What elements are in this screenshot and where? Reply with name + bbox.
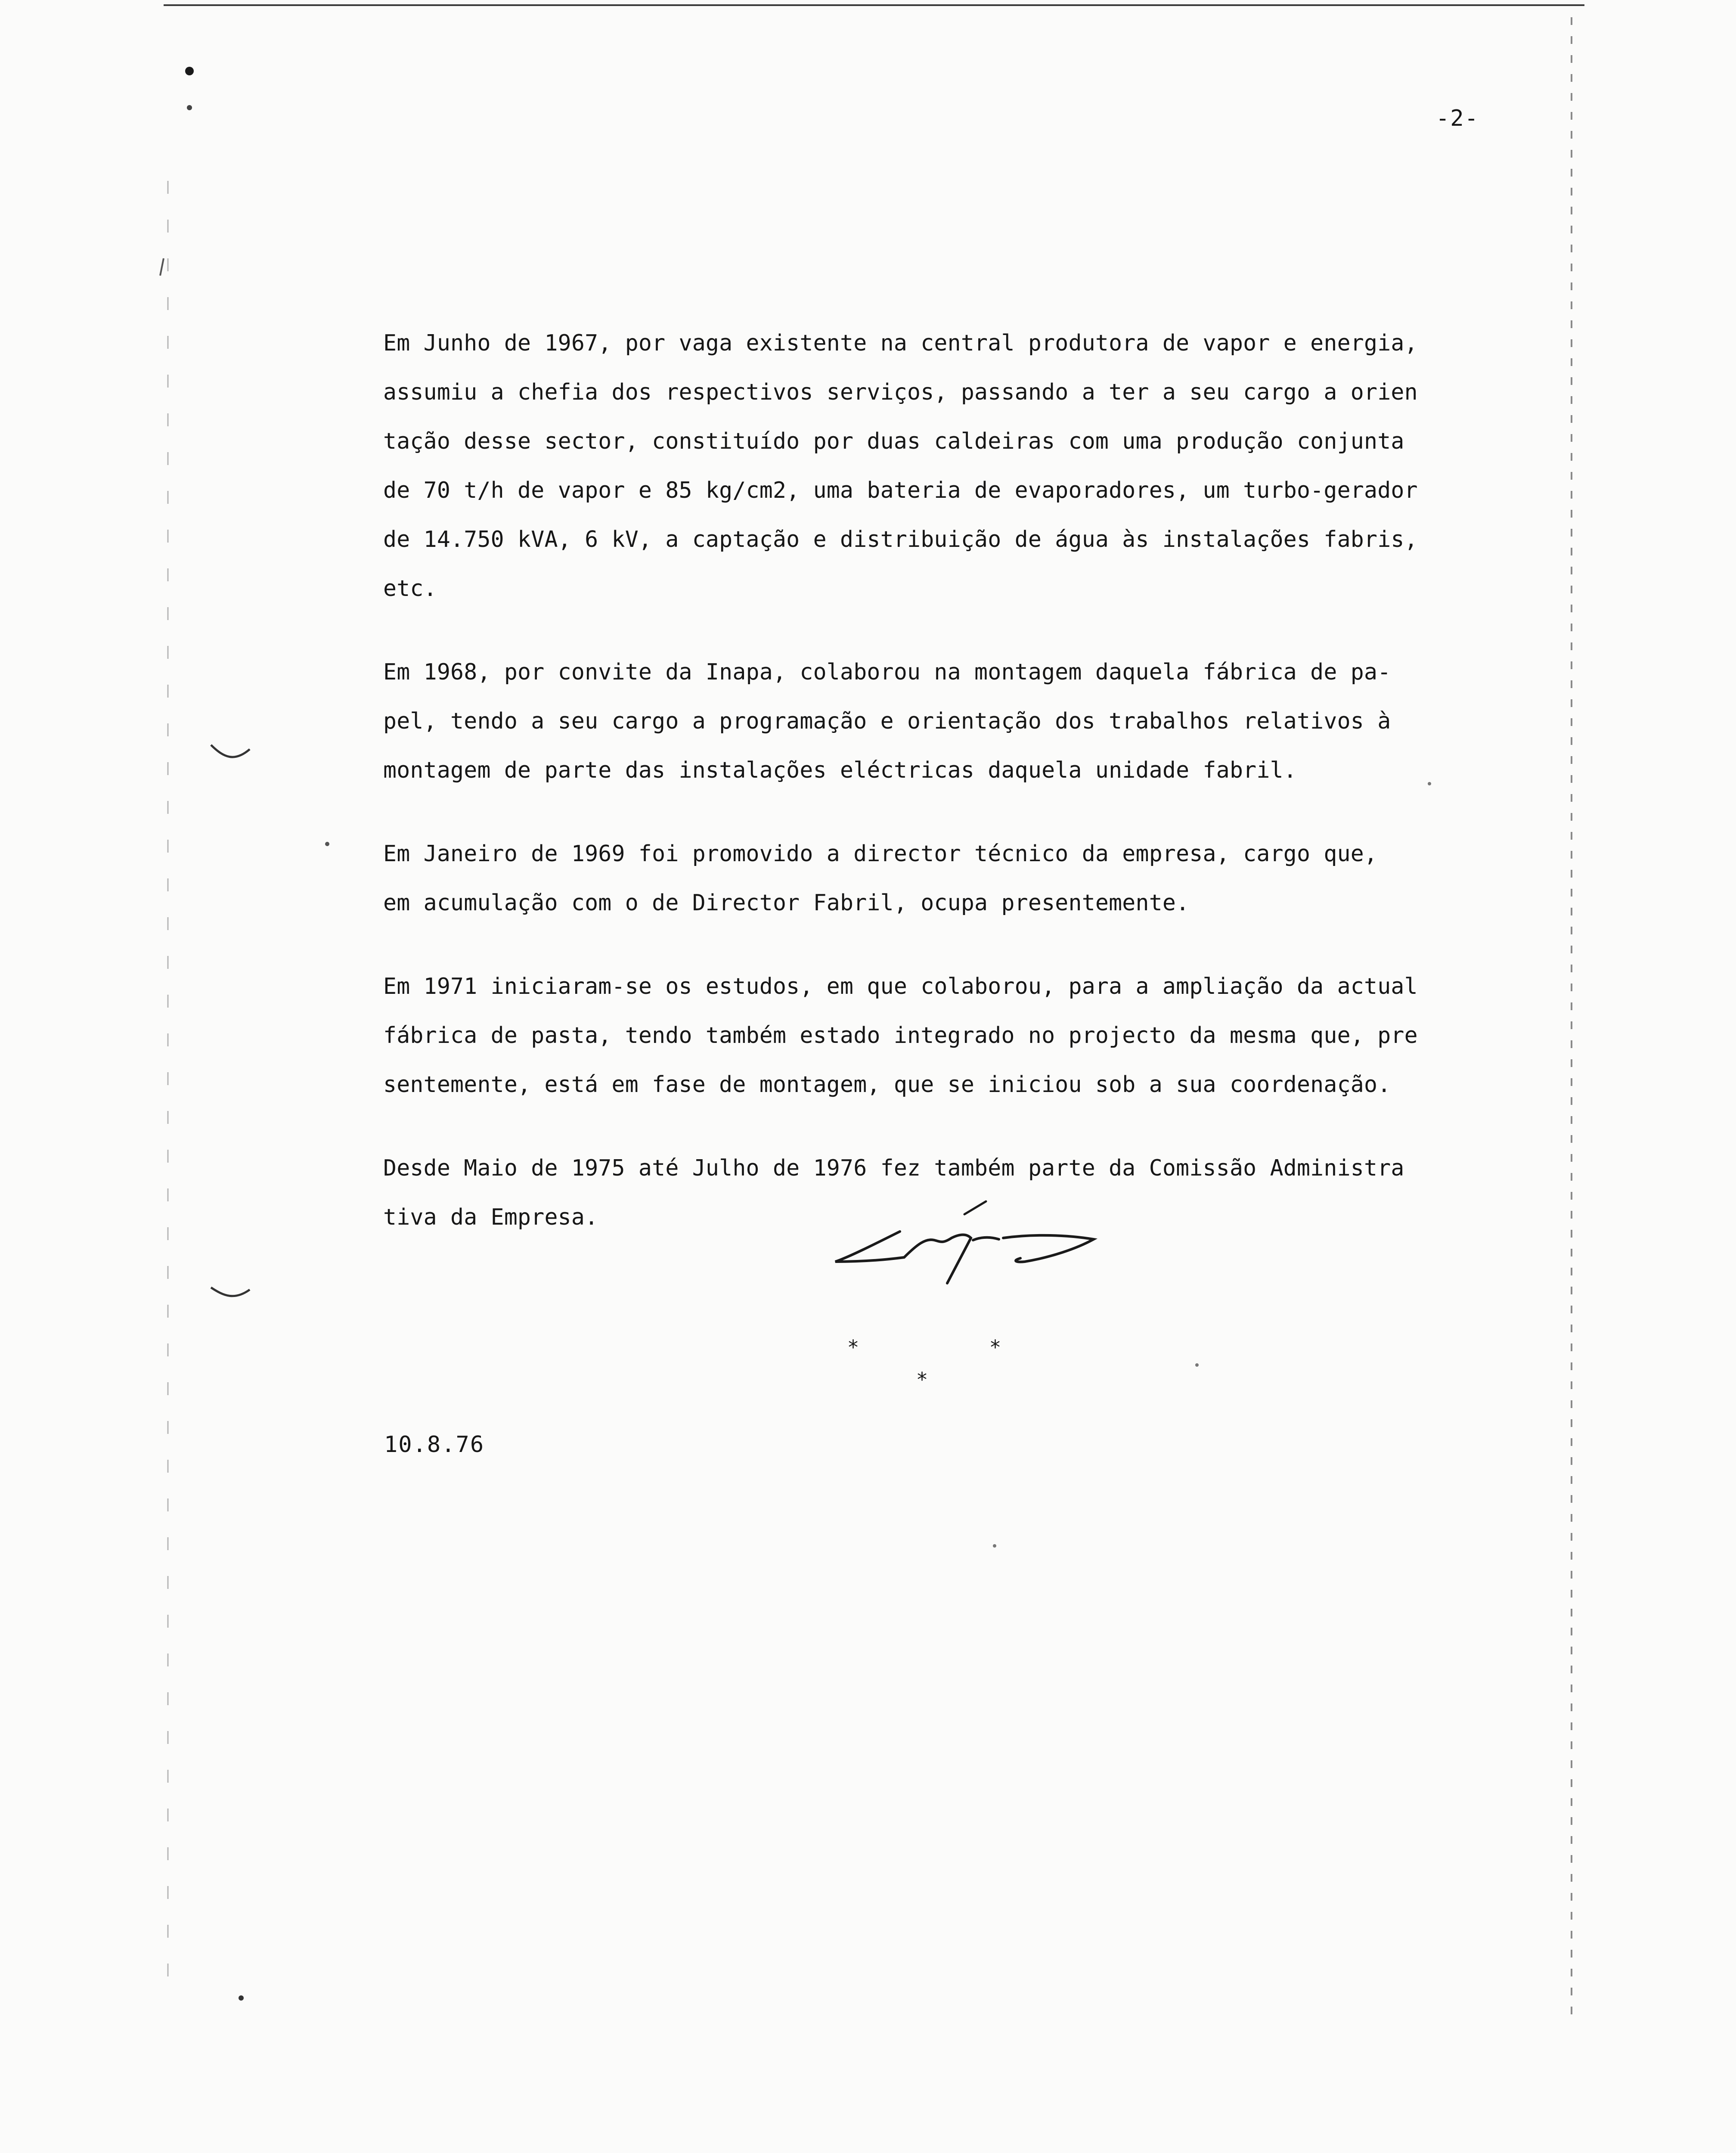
text-line: em acumulação com o de Director Fabril, ocupa presentemente. bbox=[383, 890, 1190, 916]
handwritten-signature bbox=[818, 1197, 1162, 1318]
paragraph-2 bbox=[383, 648, 1546, 795]
asterisk-marks bbox=[835, 1331, 1042, 1399]
page-number: -2- bbox=[1436, 105, 1479, 131]
text-line: Em 1971 iniciaram-se os estudos, em que colaborou, para a ampliação da actual bbox=[383, 974, 1418, 999]
paragraph-4 bbox=[383, 962, 1546, 1109]
document-date: 10.8.76 bbox=[384, 1432, 485, 1458]
text-line: etc. bbox=[383, 576, 437, 602]
paragraph-1 bbox=[383, 319, 1546, 613]
text-line: Desde Maio de 1975 até Julho de 1976 fez também parte da Comissão Administra bbox=[383, 1155, 1404, 1181]
text-line: Em Janeiro de 1969 foi promovido a director técnico da empresa, cargo que, bbox=[383, 841, 1378, 867]
text-line: fábrica de pasta, tendo também estado integrado no projecto da mesma que, pre bbox=[383, 1023, 1418, 1049]
svg-text:*: * bbox=[848, 1336, 858, 1359]
paragraph-3 bbox=[383, 829, 1546, 928]
text-line: de 14.750 kVA, 6 kV, a captação e distribuição de água às instalações fabris, bbox=[383, 527, 1418, 552]
text-line: montagem de parte das instalações eléctricas daquela unidade fabril. bbox=[383, 757, 1297, 783]
top-border-line bbox=[164, 4, 1584, 6]
text-line: sentemente, está em fase de montagem, que se iniciou sob a sua coordenação. bbox=[383, 1072, 1391, 1098]
text-line: assumiu a chefia dos respectivos serviços, passando a ter a seu cargo a orien bbox=[383, 379, 1418, 405]
text-line: tação desse sector, constituído por duas caldeiras com uma produção conjunta bbox=[383, 428, 1404, 454]
text-line: de 70 t/h de vapor e 85 kg/cm2, uma bateria de evaporadores, um turbo-gerador bbox=[383, 478, 1418, 503]
text-line: Em Junho de 1967, por vaga existente na central produtora de vapor e energia, bbox=[383, 330, 1418, 356]
text-line: Em 1968, por convite da Inapa, colaborou na montagem daquela fábrica de pa- bbox=[383, 659, 1391, 685]
svg-text:*: * bbox=[917, 1368, 927, 1391]
text-line: tiva da Empresa. bbox=[383, 1204, 598, 1230]
text-line: pel, tendo a seu cargo a programação e orientação dos trabalhos relativos à bbox=[383, 708, 1391, 734]
svg-text:*: * bbox=[990, 1336, 1000, 1359]
document-body bbox=[383, 319, 1546, 1276]
